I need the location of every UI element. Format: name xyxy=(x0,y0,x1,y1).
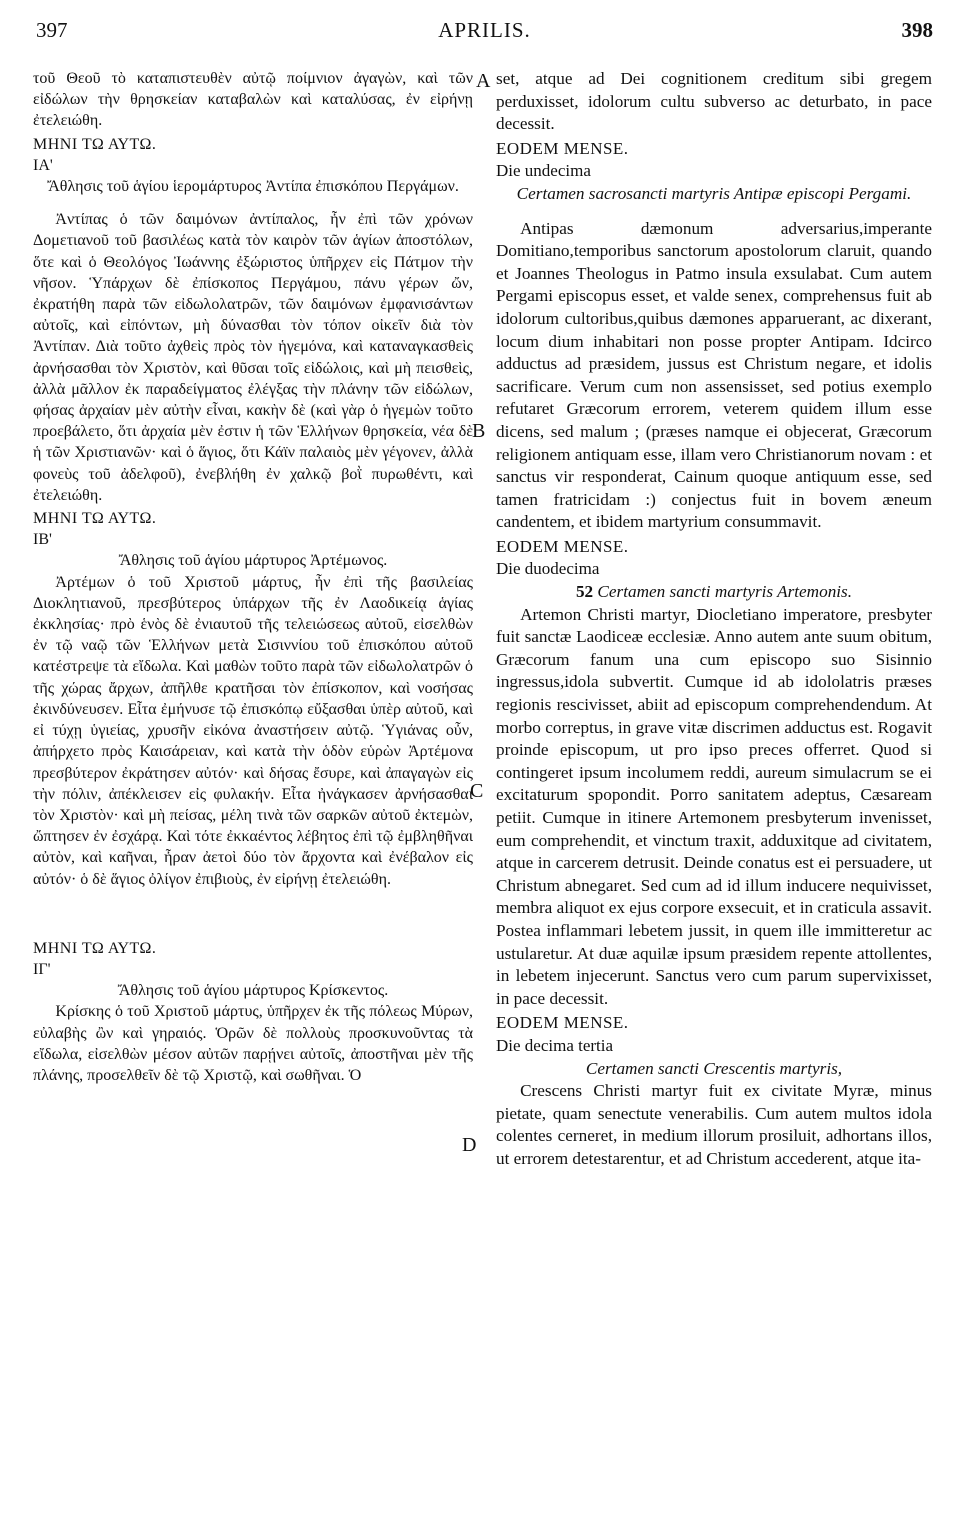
latin-title-artemon xyxy=(496,581,932,604)
latin-text-crescens: Crescens Christi martyr fuit ex civitate Myræ, minus pietate, quam senectute venerabilis. Cum autem multos idola colentes cerneret, in medium illorum prosiluit, adhortans illos, ut errorem detestarentur, et ad Christum accederent, atque ita- xyxy=(496,1081,932,1168)
greek-heading-day-3: ΙΓ' xyxy=(33,960,51,978)
latin-text-antipas: Antipas dæmonum adversarius,imperante Domitiano,temporibus sanctorum apostolorum claruit, quando et Joannes Theologus in Patmo insula exsulabat. Cum autem Pergami episcopus esset, et valde senex, comprehensus fuit ab idolorum cultoribus,quibus dæmones apparuerant, ac dixerant, locum dium inhabitari non posse propter Antipam. Idcirco adductus ad præsidem, jussus est Christum negare, et idolis sacrificare. Verum cum non assensisset, sed potius exemplo refutaret Græcorum errorem, veterem quidem illum esse dicens, sed malum ; (præses namque ei objecerat, Græcorum religionem antiquam esse, illam vero Christianorum novam : et sanctus vir responderat, Cainum quoque antiquum esse, sed tamen fratricidam :) conjectus fuit in bovem æneum candentem, et ibidem martyrium consummavit. xyxy=(496,218,932,532)
latin-title-artemon-text: Certamen sancti martyris Artemonis. xyxy=(597,582,853,602)
greek-heading-month-2: ΜΗΝΙ ΤΩ ΑΥΤΩ. xyxy=(33,510,157,528)
greek-text-crescens: Κρίσκης ὁ τοῦ Χριστοῦ μάρτυς, ὑπῆρχεν ἐκ τῆς πόλεως Μύρων, εὐλαβὴς ὢν καὶ γηραιός. Ὁρῶν δὲ πολλοὺς προσκυνοῦντας τὰ εἴδωλα, εἰσελθὼν μέσον αὐτῶν παρῄνει αὐτοῖς, ἀποστῆναι μὲν τῆς πλάνης, προσελθεῖν δὲ τῷ Χριστῷ, καὶ σωθῆναι. Ὁ xyxy=(33,1003,473,1084)
greek-heading-day-2: ΙΒ' xyxy=(33,531,52,549)
section-number: 52 xyxy=(575,582,594,602)
greek-column xyxy=(33,68,473,1086)
page-number-right: 398 xyxy=(901,18,933,42)
running-title: APRILIS. xyxy=(438,18,531,42)
latin-heading-month-1: EODEM MENSE. xyxy=(496,138,629,158)
greek-heading-month-3: ΜΗΝΙ ΤΩ ΑΥΤΩ. xyxy=(33,939,157,957)
greek-heading-day-1: ΙΑ' xyxy=(33,156,53,174)
greek-title-crescens: Ἄθλησις τοῦ ἁγίου μάρτυρος Κρίσκεντος. xyxy=(117,982,389,1000)
latin-title-crescens: Certamen sancti Crescentis martyris, xyxy=(585,1058,843,1078)
greek-title-artemon: Ἄθλησις τοῦ ἁγίου μάρτυρος Ἀρτέμωνος. xyxy=(118,552,388,570)
page-number-left: 397 xyxy=(36,18,68,42)
greek-text-antipas: Ἀντίπας ὁ τῶν δαιμόνων ἀντίπαλος, ἦν ἐπὶ τῶν χρόνων Δομετιανοῦ τοῦ βασιλέως κατὰ τὸν καιρὸν τῶν ἁγίων ἀποστόλων, ὅτε καὶ ὁ Θεολόγος Ἰωάννης ἐξώριστος ὑπῆρχεν εἰς Πάτμον τὴν νῆσον. Ὑπάρχων δὲ ἐπίσκοπος Περγάμου, πάνυ γέρων ὤν, ἐκρατήθη παρὰ τῶν εἰδωλολατρῶν, τῶν δαιμόνων ἐμφανισάντων αὐτοῖς, καὶ εἰπόντων, μὴ δύνασθαι τὸν τόπον οἰκεῖν διὰ τὸν Ἀντίπαν. Διὰ τοῦτο ἀχθεὶς πρὸς τὸν ἡγεμόνα, καὶ καταναγκασθεὶς ἀρνήσασθαι τὸν Χριστὸν, καὶ θῦσαι τοῖς εἰδώλοις, καὶ μὴ πεισθεὶς, ἀλλὰ μᾶλλον ἐκ παραδείγματος ἐλέγξας τὴν πλάνην τῶν εἰδώλων, φήσας ἀρχαίαν μὲν αὐτὴν εἶναι, κακὴν δὲ (καὶ γὰρ ὁ ἡγεμὼν τοῦτο προεβάλετο, ὅτι ἀρχαία μὲν ἐστιν ἡ τῶν Ἑλλήνων θρησκεία, νέα δὲ ἡ τῶν Χριστιανῶν· καὶ ὁ ἅγιος, ὅτι Κάϊν παλαιὸς μὲν γέγονεν, ἀλλὰ φονεὺς τοῦ ἀδελφοῦ), ἐνεβλήθη ἐν χαλκῷ βοῒ πυρωθέντι, καὶ ἐτελειώθη. xyxy=(33,211,473,504)
margin-marker-c: C xyxy=(470,780,484,802)
latin-heading-month-2: EODEM MENSE. xyxy=(496,536,629,556)
latin-heading-day-1: Die undecima xyxy=(496,161,591,181)
greek-intro: τοῦ Θεοῦ τὸ καταπιστευθὲν αὐτῷ ποίμνιον ἀγαγὼν, καὶ τῶν εἰδώλων τὴν θρησκείαν καταβαλὼν καὶ καταλύσας, ἐν εἰρήνῃ ἐτελειώθη. xyxy=(33,70,473,130)
greek-text-artemon: Ἀρτέμων ὁ τοῦ Χριστοῦ μάρτυς, ἦν ἐπὶ τῆς βασιλείας Διοκλητιανοῦ, πρεσβύτερος ὑπάρχων τῆς ἐν Λαοδικείᾳ ἁγίας ἐκκλησίας· πρὸ ἑνὸς δὲ ἐνιαυτοῦ τῆς τελειώσεως αὐτοῦ, εἰσελθὼν ἐν τῷ ναῷ τῶν Ἑλλήνων μετὰ Σισιννίου τοῦ ἐπισκόπου αὐτοῦ κατέστρεψε τὰ εἴδωλα. Καὶ μαθὼν τοῦτο παρὰ τῶν εἰδωλολατρῶν ὁ τῆς χώρας ἄρχων, ἀπῆλθε κρατῆσαι τὸν ἐπίσκοπον, καὶ νοσήσας ἐκινδύνευσεν. Εἶτα ἐμήνυσε τῷ ἐπισκόπῳ εὔξασθαι ὑπὲρ αὐτοῦ, καὶ εἰ τύχῃ ὑγιείας, χρυσῆν εἰκόνα ἀναστήσειν αὐτῷ. Ὑγιάνας οὖν, ἀπήρχετο πρὸς Καισάρειαν, καὶ κατὰ τὴν ὁδὸν εὑρὼν Ἀρτέμονα πρεσβύτερον ἐκράτησεν αὐτόν· καὶ δήσας ἔσυρε, καὶ ἀπαγαγὼν εἰς τὴν πόλιν, ἀπέκλεισεν εἰς φυλακήν. Εἶτα ἠνάγκασεν ἀρνήσασθαι τὸν Χριστὸν· καὶ μὴ πείσας, μέλη τινὰ τῶν σαρκῶν αὐτοῦ ἐκτεμὼν, ὤπτησεν ἐν ἐσχάρᾳ. Καὶ τότε ἐκκαέντος λέβητος ἐπὶ τῷ ἐμβληθῆναι αὐτὸν, καὶ καῆναι, ἦραν ἀετοὶ δύο τὸν ἄρχοντα καὶ ἐνέβαλον εἰς αὐτόν· ὁ δὲ ἅγιος ὀλίγον ἐπιβιοὺς, ἐν εἰρήνῃ ἐτελειώθη. xyxy=(33,573,473,888)
greek-title-antipas: Ἄθλησις τοῦ ἁγίου ἱερομάρτυρος Ἀντίπα ἐπισκόπου Περγάμων. xyxy=(47,178,459,196)
latin-heading-day-2: Die duodecima xyxy=(496,559,600,579)
latin-column xyxy=(496,68,932,1171)
latin-heading-month-3: EODEM MENSE. xyxy=(496,1013,629,1033)
running-header xyxy=(36,18,933,46)
margin-marker-a: A xyxy=(476,70,491,92)
latin-heading-day-3: Die decima tertia xyxy=(496,1035,614,1055)
latin-intro: set, atque ad Dei cognitionem creditum sibi gregem perduxisset, idolorum cultu subverso ac deturbato, in pace decessit. xyxy=(496,69,932,134)
margin-marker-d: D xyxy=(462,1134,477,1156)
latin-title-antipas: Certamen sacrosancti martyris Antipæ episcopi Pergami. xyxy=(516,183,912,203)
greek-heading-month-1: ΜΗΝΙ ΤΩ ΑΥΤΩ. xyxy=(33,135,157,153)
margin-marker-b: B xyxy=(472,420,486,442)
latin-text-artemon: Artemon Christi martyr, Diocletiano imperatore, presbyter fuit sanctæ Laodiceæ ecclesiæ. Anno autem ante suum obitum, Græcorum fanum una cum episcopo suo Sisinnio ingressus,idola subvertit. Cumque id ab idololatris præses regionis rescivisset, abiit ad episcopum comprehendendum. At morbo correptus, in grave vitæ discrimen adductus est. Rogavit proinde episcopum, ut pro ipso preces offerret. Quod si contingeret ipsum incolumem reddi, aureum simulacrum se ei excitaturum spopondit. Porro sanitatem adeptus, Cæsaream petiit. Cumque in itinere Artemonem presbyterum invenisset, eum comprehendit, et vinctum traxit, adduxitque ad civitatem, atque in carcerem detrusit. Deinde conatus est ei persuadere, ut Christum abnegaret. Sed cum ad id illum inducere nequivisset, membra aliquot ex ejus corpore exsecuit, et in craticula assavit. Postea inflammari lebetem jussit, in quem ille immitteretur ac ustularetur. At duæ aquilæ ipsum præsidem repente attollentes, in lebetem injecerunt. Sanctus vero cum parum supervixisset, in pace decessit. xyxy=(496,604,932,1008)
